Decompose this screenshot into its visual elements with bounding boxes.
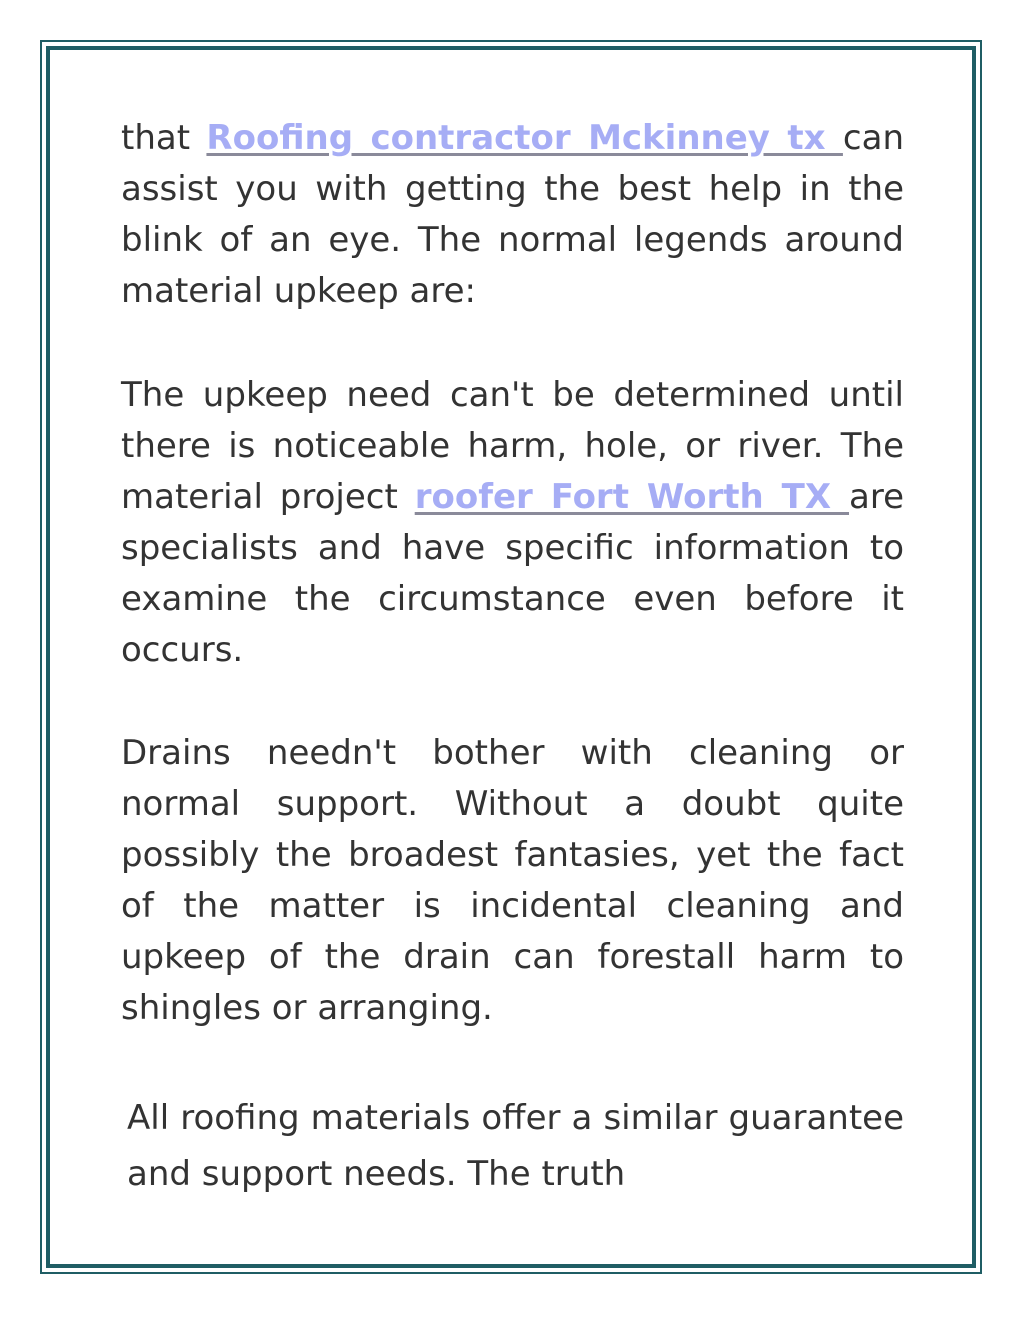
- roofer-fort-worth-link[interactable]: roofer Fort Worth TX: [414, 477, 850, 517]
- roofing-contractor-mckinney-link[interactable]: Roofing contractor Mckinney tx: [206, 118, 843, 158]
- paragraph-2-text-end: are specialists and have specific information to examine the circumstance even before it occurs.: [121, 477, 904, 670]
- paragraph-1-text-start: that: [121, 118, 207, 158]
- paragraph-3: Drains needn't bother with cleaning or normal support. Without a doubt quite possibly the broadest fantasies, yet the fact of the matter is incidental cleaning and upkeep of the drain can forestall harm to shingles or arranging.: [121, 733, 904, 1028]
- paragraph-2: [121, 370, 904, 676]
- paragraph-1-text-end: can assist you with getting the best help in the blink of an eye. The normal legends around material upkeep are:: [121, 118, 904, 311]
- paragraph-1: [121, 113, 904, 317]
- paragraph-2-text-start: The upkeep need can't be determined until there is noticeable harm, hole, or river. The material project: [121, 375, 904, 517]
- paragraph-4: All roofing materials offer a similar guarantee and support needs. The truth: [127, 1098, 904, 1194]
